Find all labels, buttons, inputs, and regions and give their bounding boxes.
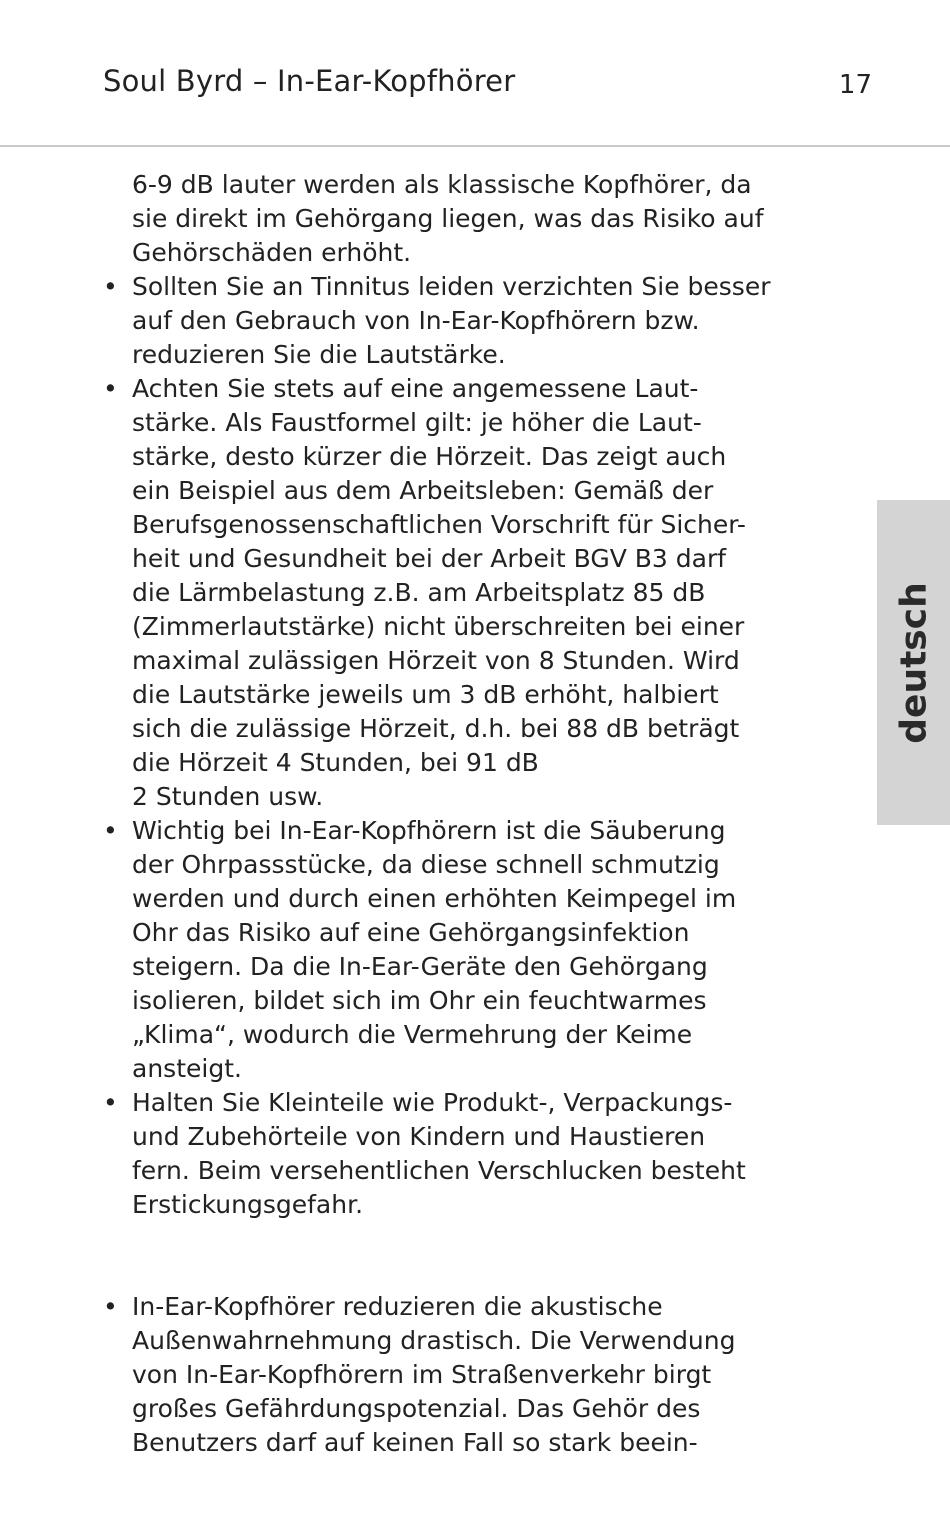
section-gap — [0, 1222, 877, 1290]
running-title: Soul Byrd – In-Ear-Kopfhörer — [103, 64, 516, 98]
text-line: isolieren, bildet sich im Ohr ein feuchtwarmes — [132, 986, 707, 1015]
text-line: 2 Stunden usw. — [132, 782, 324, 811]
text-line: maximal zulässigen Hörzeit von 8 Stunden. Wird — [132, 646, 740, 675]
bullet-item-cleaning — [0, 814, 852, 1086]
text-line: der Ohrpassstücke, da diese schnell schmutzig — [132, 850, 720, 879]
text-line: Ohr das Risiko auf eine Gehörgangsinfektion — [132, 918, 690, 947]
bullet-item-volume — [0, 372, 852, 814]
text-line: (Zimmerlautstärke) nicht überschreiten bei einer — [132, 612, 745, 641]
text-line: Benutzers darf auf keinen Fall so stark beein- — [132, 1428, 698, 1457]
text-line: 6-9 dB lauter werden als klassische Kopfhörer, da — [132, 170, 752, 199]
text-line: heit und Gesundheit bei der Arbeit BGV B3 darf — [132, 544, 727, 573]
text-line: und Zubehörteile von Kindern und Haustieren — [132, 1122, 706, 1151]
text-line: reduzieren Sie die Lautstärke. — [132, 340, 506, 369]
text-line: Halten Sie Kleinteile wie Produkt-, Verpackungs- — [132, 1088, 733, 1117]
page-header — [0, 0, 950, 146]
text-line: Erstickungsgefahr. — [132, 1190, 364, 1219]
bullet-icon: • — [103, 1088, 118, 1117]
text-line: die Lärmbelastung z.B. am Arbeitsplatz 85 dB — [132, 578, 706, 607]
bullet-item-tinnitus — [0, 270, 852, 372]
bullet-icon: • — [103, 272, 118, 301]
text-line: werden und durch einen erhöhten Keimpegel im — [132, 884, 737, 913]
text-line: von In-Ear-Kopfhörern im Straßenverkehr birgt — [132, 1360, 712, 1389]
text-line: stärke, desto kürzer die Hörzeit. Das zeigt auch — [132, 442, 727, 471]
text-line: stärke. Als Faustformel gilt: je höher die Laut- — [132, 408, 702, 437]
text-line: Berufsgenossenschaftlichen Vorschrift für Sicher- — [132, 510, 746, 539]
text-line: Sollten Sie an Tinnitus leiden verzichten Sie besser — [132, 272, 771, 301]
text-line: Gehörschäden erhöht. — [132, 238, 412, 267]
text-line: ansteigt. — [132, 1054, 242, 1083]
text-line: fern. Beim versehentlichen Verschlucken besteht — [132, 1156, 746, 1185]
text-line: auf den Gebrauch von In-Ear-Kopfhörern bzw. — [132, 306, 700, 335]
bullet-icon: • — [103, 374, 118, 403]
header-divider — [0, 145, 950, 147]
bullet-icon: • — [103, 1292, 118, 1321]
bullet-icon: • — [103, 816, 118, 845]
bullet-item-traffic — [0, 1290, 852, 1460]
text-line: Achten Sie stets auf eine angemessene Laut- — [132, 374, 699, 403]
text-line: sie direkt im Gehörgang liegen, was das Risiko auf — [132, 204, 764, 233]
text-line: großes Gefährdungspotenzial. Das Gehör des — [132, 1394, 701, 1423]
text-line: die Lautstärke jeweils um 3 dB erhöht, halbiert — [132, 680, 719, 709]
text-line: „Klima“, wodurch die Vermehrung der Keime — [132, 1020, 693, 1049]
text-line: ein Beispiel aus dem Arbeitsleben: Gemäß der — [132, 476, 714, 505]
text-line: steigern. Da die In-Ear-Geräte den Gehörgang — [132, 952, 708, 981]
text-line: Außenwahrnehmung drastisch. Die Verwendung — [132, 1326, 736, 1355]
bullet-item-small-parts — [0, 1086, 852, 1222]
language-tab-label: deutsch — [893, 581, 934, 744]
text-line: Wichtig bei In-Ear-Kopfhörern ist die Säuberung — [132, 816, 726, 845]
language-tab — [877, 500, 950, 825]
text-line: die Hörzeit 4 Stunden, bei 91 dB — [132, 748, 539, 777]
text-line: In-Ear-Kopfhörer reduzieren die akustische — [132, 1292, 663, 1321]
body-text — [0, 168, 877, 1460]
continuation-paragraph — [0, 168, 852, 270]
text-line: sich die zulässige Hörzeit, d.h. bei 88 dB beträgt — [132, 714, 740, 743]
page-number: 17 — [838, 70, 872, 100]
